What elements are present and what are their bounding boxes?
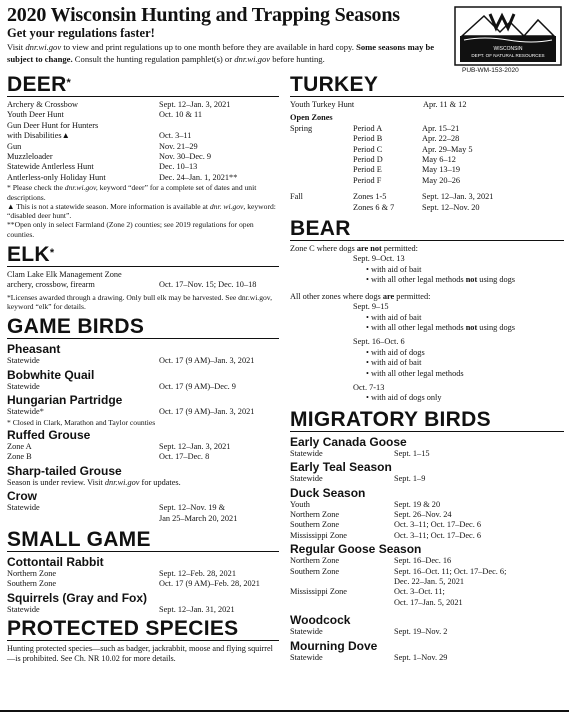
table-row: Period E May 13–19	[353, 165, 461, 175]
table-row: Youth Sept. 19 & 20	[290, 499, 441, 509]
table-row: Zone B Oct. 17–Dec. 8	[7, 452, 210, 462]
table-row: Southern Zone Oct. 17 (9 AM)–Feb. 28, 2021	[7, 579, 260, 589]
table-row: Statewide Sept. 12–Jan. 31, 2021	[7, 604, 235, 614]
goose-title: Regular Goose Season	[290, 542, 422, 557]
open-zones-label: Open Zones	[290, 113, 333, 123]
ruffed-title: Ruffed Grouse	[7, 427, 91, 442]
list-item: • with aid of bait	[366, 312, 422, 322]
table-row: Period F May 20–26	[353, 175, 461, 185]
table-row: Archery & Crossbow Sept. 12–Jan. 3, 2021	[7, 100, 231, 109]
woodcock-title: Woodcock	[290, 613, 351, 628]
bear-date: Sept. 9–Oct. 13	[353, 254, 405, 264]
teal-title: Early Teal Season	[290, 460, 392, 475]
table-row: Statewide Oct. 17 (9 AM)–Dec. 9	[7, 381, 236, 391]
pheasant-title: Pheasant	[7, 342, 61, 357]
table-row: Zones 6 & 7 Sept. 12–Nov. 20	[353, 202, 480, 212]
duck-title: Duck Season	[290, 485, 366, 500]
bear-zone-c: Zone C where dogs are not permitted:	[290, 244, 418, 254]
table-row: Gun Deer Hunt for Hunters	[7, 120, 99, 130]
list-item: • with aid of dogs only	[366, 393, 442, 403]
table-row: Jan 25–March 20, 2021	[159, 513, 238, 523]
right-column	[290, 74, 564, 663]
table-row: Fall Zones 1-5 Sept. 12–Jan. 3, 2021	[290, 192, 494, 202]
logo-text-1: WISCONSIN	[493, 46, 523, 52]
table-row: Antlerless-only Holiday Hunt Dec. 24–Jan. 1, 2021**	[7, 172, 238, 182]
canada-title: Early Canada Goose	[290, 434, 407, 449]
bear-date: Oct. 7-13	[353, 382, 385, 392]
table-row: Northern Zone Sept. 16–Dec. 16	[290, 556, 452, 566]
table-row: Statewide Sept. 19–Nov. 2	[290, 627, 448, 637]
hungarian-title: Hungarian Partridge	[7, 393, 123, 408]
list-item: • with aid of dogs	[366, 347, 425, 357]
bottom-rule	[0, 710, 569, 712]
squirrels-title: Squirrels (Gray and Fox)	[7, 590, 148, 605]
table-row: Northern Zone Sept. 26–Nov. 24	[290, 509, 452, 519]
table-row: Muzzleloader Nov. 30–Dec. 9	[7, 152, 211, 162]
bear-other-zones: All other zones where dogs are permitted:	[290, 291, 431, 301]
table-row: Oct. 17–Jan. 5, 2021	[394, 597, 463, 607]
elk-note: *Licenses awarded through a drawing. Only bull elk may be harvested. See dnr.wi.gov, keyword “elk” for details.	[7, 292, 273, 312]
turkey-heading: TURKEY	[290, 74, 564, 97]
bobwhite-title: Bobwhite Quail	[7, 367, 95, 382]
migratory-heading: MIGRATORY BIRDS	[290, 409, 564, 432]
logo-text-2: DEPT. OF NATURAL RESOURCES	[471, 53, 545, 58]
table-row: with Disabilities▲ Oct. 3–11	[7, 131, 192, 141]
publication-number: PUB-WM-153-2020	[462, 67, 519, 74]
page-title: 2020 Wisconsin Hunting and Trapping Seasons	[7, 4, 400, 26]
table-row: Southern Zone Sept. 16–Oct. 11; Oct. 17–Dec. 6;	[290, 566, 507, 576]
table-row: Youth Turkey Hunt Apr. 11 & 12	[290, 100, 467, 109]
protected-text: Hunting protected species—such as badger, jackrabbit, moose and flying squirrel—is prohibited. See Ch. NR 10.02 for more details.	[7, 644, 273, 664]
sharptail-link[interactable]: dnr.wi.gov	[104, 477, 140, 487]
elk-heading: ELK*	[7, 244, 279, 267]
elk-zone: Clam Lake Elk Management Zone	[7, 270, 122, 280]
table-row: Zone A Sept. 12–Jan. 3, 2021	[7, 441, 231, 451]
deer-note-2: ▲ This is not a statewide season. More information is available at dnr. wi.gov, keyword: “disabled deer hunt”.	[7, 201, 276, 221]
dove-title: Mourning Dove	[290, 638, 378, 653]
hungarian-note: * Closed in Clark, Marathon and Taylor counties	[7, 417, 156, 427]
bear-heading: BEAR	[290, 218, 564, 241]
left-column	[7, 74, 279, 664]
table-row: Statewide Sept. 12–Nov. 19 &	[7, 503, 226, 513]
page-subtitle: Get your regulations faster!	[7, 26, 155, 40]
table-row: Mississippi Zone Oct. 3–11; Oct. 17–Dec. 6	[290, 530, 482, 540]
table-row: Statewide Sept. 1–15	[290, 448, 430, 458]
table-row: Statewide Oct. 17 (9 AM)–Jan. 3, 2021	[7, 356, 255, 366]
intro-link[interactable]: dnr.wi.gov	[25, 42, 62, 52]
deer-note-1: * Please check the dnr.wi.gov, keyword “deer” for a complete set of dates and unit descriptions.	[7, 183, 257, 202]
list-item: • with all other legal methods	[366, 368, 464, 378]
intro-text: Visit dnr.wi.gov to view and print regulations up to one month before they are available in hard copy. Some seasons may be subject to change. Consult the hunting regulation pamphlet(s) or dnr.wi.gov before hunting.	[7, 42, 435, 64]
table-row: Southern Zone Oct. 3–11; Oct. 17–Dec. 6	[290, 520, 482, 530]
table-row: Period B Apr. 22–28	[353, 134, 460, 144]
table-row: Northern Zone Sept. 12–Feb. 28, 2021	[7, 568, 236, 578]
table-row: Statewide Sept. 1–Nov. 29	[290, 652, 448, 662]
table-row: Youth Deer Hunt Oct. 10 & 11	[7, 110, 203, 120]
table-row: Statewide Sept. 1–9	[290, 474, 426, 484]
deer-note-3: **Open only in select Farmland (Zone 2) counties; see 2019 regulations for open counties.	[7, 220, 254, 239]
sharptail-title: Sharp-tailed Grouse	[7, 463, 122, 478]
crow-title: Crow	[7, 489, 37, 504]
table-row: Statewide Antlerless Hunt Dec. 10–13	[7, 162, 198, 172]
table-row: archery, crossbow, firearm Oct. 17–Nov. 15; Dec. 10–18	[7, 280, 257, 290]
list-item: • with all other legal methods not using dogs	[366, 322, 516, 332]
table-row: Dec. 22–Jan. 5, 2021	[394, 577, 465, 586]
table-row: Spring Period A Apr. 15–21	[290, 123, 460, 133]
table-row: Mississippi Zone Oct. 3–Oct. 11;	[290, 587, 445, 597]
deer-heading: DEER*	[7, 74, 279, 97]
cottontail-title: Cottontail Rabbit	[7, 554, 104, 569]
list-item: • with aid of bait	[366, 358, 422, 368]
table-row: Gun Nov. 21–29	[7, 141, 198, 151]
list-item: • with aid of bait	[366, 264, 422, 274]
dnr-logo	[454, 6, 562, 66]
bear-date: Sept. 9–15	[353, 302, 389, 312]
small-game-heading: SMALL GAME	[7, 529, 279, 552]
table-row: Period C Apr. 29–May 5	[353, 144, 473, 154]
bear-date: Sept. 16–Oct. 6	[353, 337, 405, 347]
table-row: Statewide* Oct. 17 (9 AM)–Jan. 3, 2021	[7, 407, 255, 417]
game-birds-heading: GAME BIRDS	[7, 316, 279, 339]
list-item: • with all other legal methods not using dogs	[366, 275, 516, 285]
sharptail-text: Season is under review. Visit dnr.wi.gov for updates.	[7, 477, 181, 487]
intro-link-2[interactable]: dnr.wi.gov	[234, 53, 271, 64]
protected-heading: PROTECTED SPECIES	[7, 618, 279, 641]
table-row: Period D May 6–12	[353, 155, 456, 165]
